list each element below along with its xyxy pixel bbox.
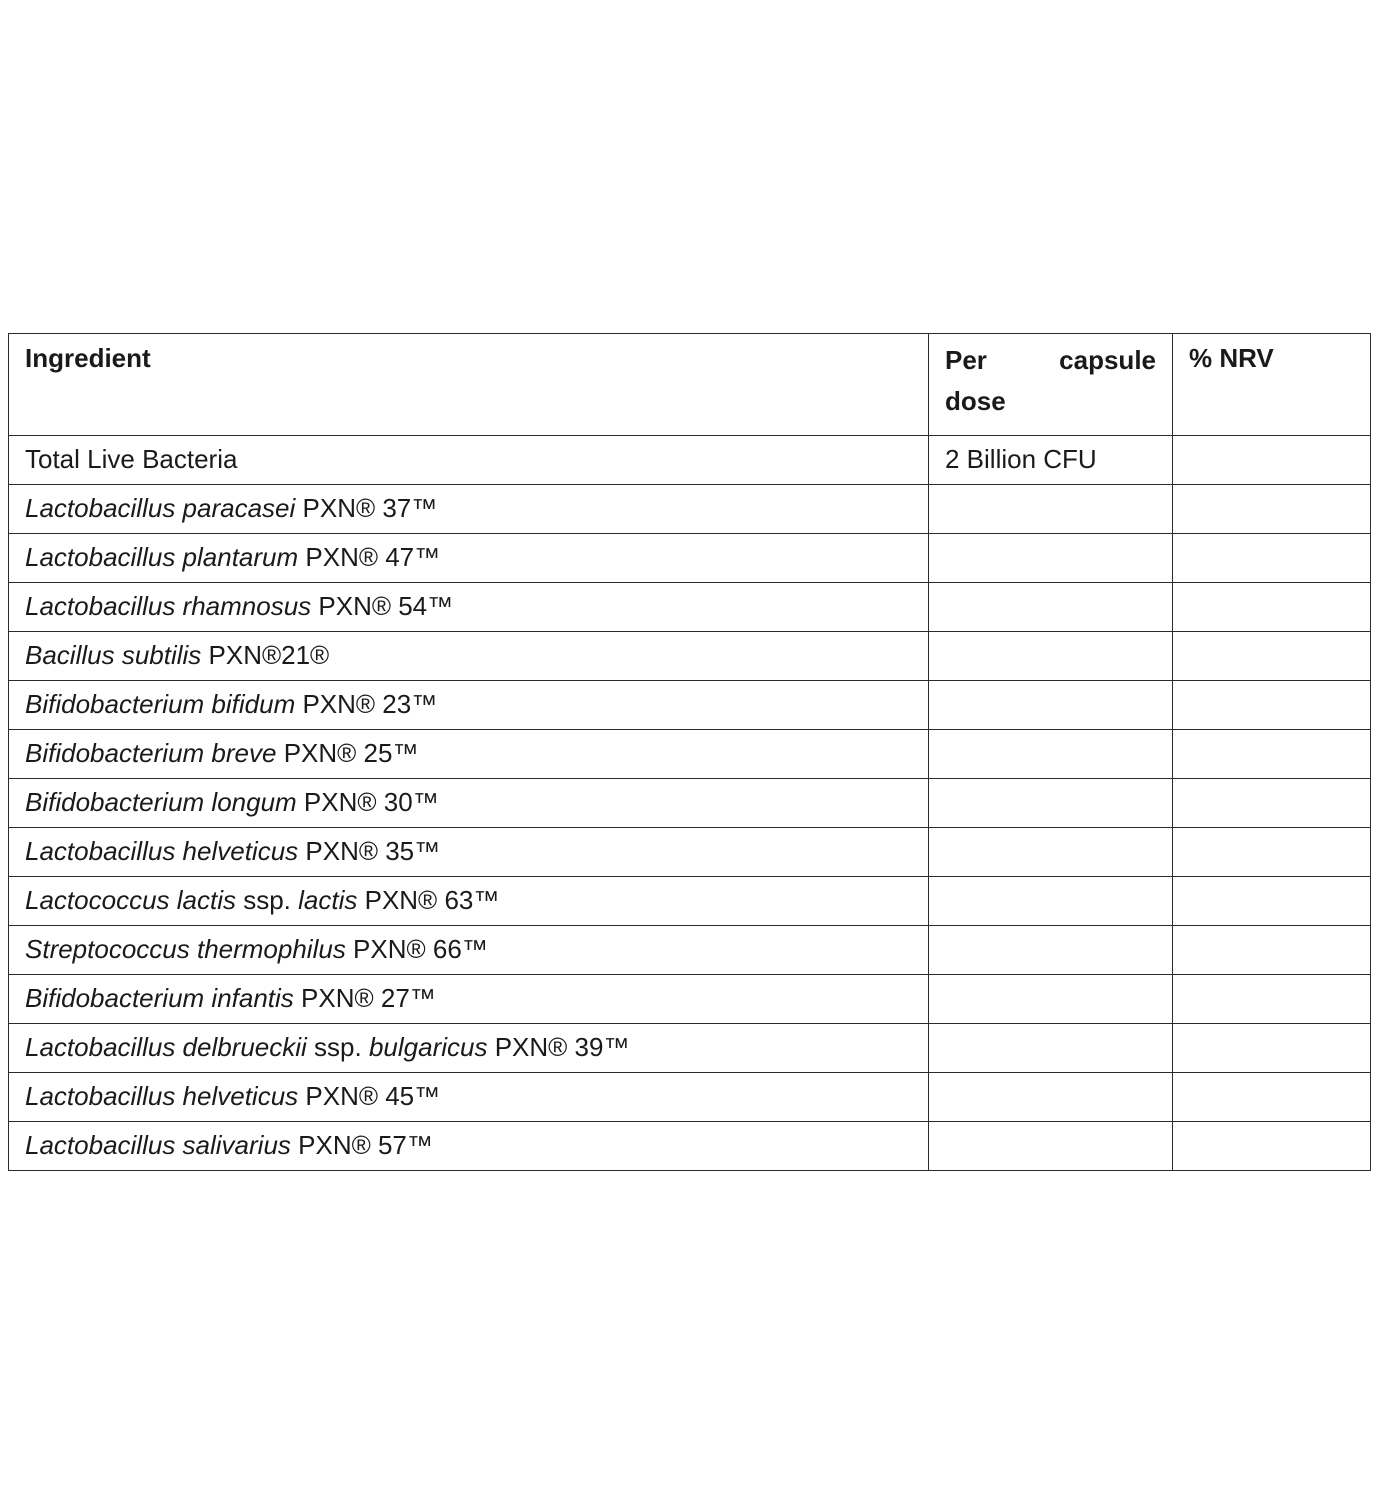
ingredient-cell [9,583,929,632]
table-row [9,926,1371,975]
subspecies-name: bulgaricus [368,1032,488,1063]
ingredient-cell [9,1073,929,1122]
table-row [9,534,1371,583]
table-row [9,485,1371,534]
header-dose-per: Per [945,345,987,375]
table-row [9,779,1371,828]
ingredient-label: Total Live Bacteria [25,444,238,475]
species-name: Lactobacillus helveticus [25,1081,299,1112]
ingredient-cell [9,975,929,1024]
nrv-cell [1173,632,1371,681]
species-name: Lactobacillus plantarum [25,542,299,573]
dose-cell [929,730,1173,779]
dose-cell [929,975,1173,1024]
table-row [9,730,1371,779]
header-per-capsule-dose [929,334,1173,436]
table-row [9,436,1371,485]
ingredient-cell [9,877,929,926]
ingredient-cell [9,1024,929,1073]
strain-code: PXN® 35™ [298,836,441,867]
table-row [9,681,1371,730]
subspecies-marker: ssp. [235,885,299,916]
table-body [9,436,1371,1171]
strain-code: PXN® 47™ [298,542,441,573]
strain-code: PXN® 39™ [487,1032,630,1063]
subspecies-marker: ssp. [306,1032,369,1063]
dose-cell [929,583,1173,632]
dose-cell: 2 Billion CFU [929,436,1173,485]
strain-code: PXN® 23™ [295,689,438,720]
table-row [9,1122,1371,1171]
species-name: Lactobacillus delbrueckii [25,1032,307,1063]
species-name: Lactobacillus salivarius [25,1130,291,1161]
ingredient-table [8,333,1371,1171]
nrv-cell [1173,730,1371,779]
nrv-cell [1173,975,1371,1024]
ingredient-cell [9,828,929,877]
header-nrv: % NRV [1173,334,1371,436]
nrv-cell [1173,436,1371,485]
nrv-cell [1173,583,1371,632]
species-name: Streptococcus thermophilus [25,934,346,965]
nrv-cell [1173,485,1371,534]
nrv-cell [1173,534,1371,583]
strain-code: PXN® 45™ [298,1081,441,1112]
table-row [9,828,1371,877]
species-name: Bifidobacterium bifidum [25,689,296,720]
strain-code: PXN® 54™ [311,591,454,622]
nrv-cell [1173,681,1371,730]
strain-code: PXN® 57™ [290,1130,433,1161]
strain-code: PXN® 27™ [293,983,436,1014]
dose-cell [929,926,1173,975]
ingredient-cell [9,926,929,975]
nrv-cell [1173,1024,1371,1073]
dose-cell [929,485,1173,534]
species-name: Bifidobacterium breve [25,738,277,769]
species-name: Lactobacillus paracasei [25,493,296,524]
species-name: Bifidobacterium infantis [25,983,294,1014]
species-name: Bacillus subtilis [25,640,202,671]
strain-code: PXN® 37™ [295,493,438,524]
table-row [9,1024,1371,1073]
table-row [9,877,1371,926]
nrv-cell [1173,1122,1371,1171]
species-name: Bifidobacterium longum [25,787,297,818]
ingredient-cell [9,485,929,534]
header-dose-capsule: capsule [1059,345,1156,375]
dose-cell [929,681,1173,730]
ingredient-cell [9,730,929,779]
ingredient-cell [9,534,929,583]
nrv-cell [1173,779,1371,828]
dose-cell [929,1024,1173,1073]
strain-code: PXN® 63™ [357,885,500,916]
header-ingredient: Ingredient [9,334,929,436]
strain-code: PXN® 66™ [345,934,488,965]
header-dose-line1 [945,340,1156,381]
subspecies-name: lactis [298,885,358,916]
strain-code: PXN®21® [201,640,330,671]
strain-code: PXN® 30™ [296,787,439,818]
species-name: Lactobacillus helveticus [25,836,299,867]
species-name: Lactobacillus rhamnosus [25,591,312,622]
strain-code: PXN® 25™ [276,738,419,769]
dose-cell [929,632,1173,681]
ingredient-cell [9,436,929,485]
dose-cell [929,1073,1173,1122]
species-name: Lactococcus lactis [25,885,236,916]
dose-cell [929,1122,1173,1171]
ingredient-cell [9,1122,929,1171]
ingredient-cell [9,779,929,828]
ingredient-cell [9,681,929,730]
ingredient-cell [9,632,929,681]
table-row [9,975,1371,1024]
header-dose-line2: dose [945,386,1006,416]
table-row [9,632,1371,681]
nrv-cell [1173,828,1371,877]
nrv-cell [1173,1073,1371,1122]
nrv-cell [1173,877,1371,926]
table-row [9,583,1371,632]
table-row [9,1073,1371,1122]
nrv-cell [1173,926,1371,975]
dose-cell [929,877,1173,926]
dose-cell [929,534,1173,583]
table-header-row [9,334,1371,436]
dose-cell [929,828,1173,877]
dose-cell [929,779,1173,828]
